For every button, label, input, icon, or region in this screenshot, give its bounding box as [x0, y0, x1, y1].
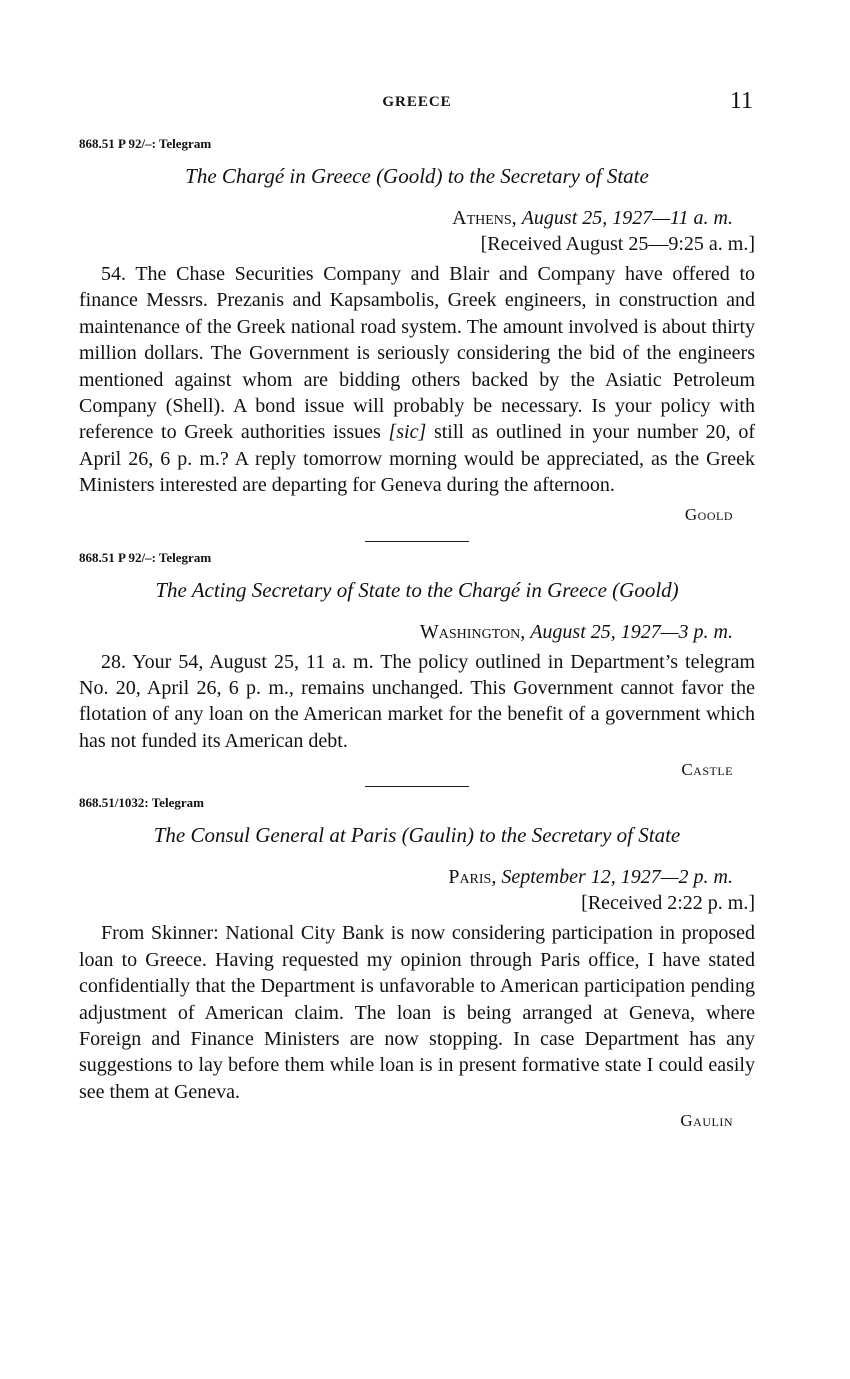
running-title: GREECE — [382, 94, 452, 110]
dateline — [79, 619, 755, 645]
signature: Gaulin — [680, 1111, 733, 1131]
dateline — [79, 205, 755, 231]
document-title: The Chargé in Greece (Goold) to the Secretary of State — [185, 164, 649, 188]
document-page — [79, 88, 755, 1131]
received-note: [Received August 25—9:25 a. m.] — [480, 233, 755, 255]
document-title: The Consul General at Paris (Gaulin) to the Secretary of State — [153, 823, 681, 848]
sic-note: [sic] — [388, 421, 427, 444]
telegram-body — [79, 261, 755, 499]
dateline-place: Athens, — [452, 207, 517, 229]
signature: Castle — [681, 760, 733, 780]
file-reference: 868.51 P 92/–: Telegram — [79, 136, 212, 151]
signature: Goold — [684, 504, 733, 524]
dateline-date: August 25, 1927—11 a. m. — [521, 207, 733, 229]
dateline — [79, 864, 755, 890]
section-divider — [365, 541, 469, 542]
dateline-place: Washington, — [419, 620, 526, 643]
document-title: The Acting Secretary of State to the Chargé in Greece (Goold) — [155, 577, 679, 602]
running-header — [79, 88, 755, 118]
body-text: still as outlined in your number 20, of April 26, 6 p. m.? A reply tomorrow morning would be appreciated, as the Greek Ministers interested are departing for Geneva during the afternoon. — [79, 421, 756, 497]
received-note: [Received 2:22 p. m.] — [581, 892, 755, 915]
telegram-body: 28. Your 54, August 25, 11 a. m. The policy outlined in Department’s telegram No. 20, April 26, 6 p. m., remains unchanged. This Government cannot favor the flotation of any loan on the American market for the benefit of a government which has not funded its American debt. — [79, 650, 755, 752]
dateline-place: Paris, — [448, 866, 497, 889]
section-divider — [365, 786, 469, 787]
file-reference: 868.51 P 92/–: Telegram — [79, 549, 212, 565]
page-number: 11 — [729, 88, 753, 114]
telegram-body: From Skinner: National City Bank is now considering participation in proposed loan to Greece. Having requested my opinion through Paris office, I have stated confidentially that the Department is unfavorable to American participation pending adjustment of American claim. The loan is being arranged at Geneva, where Foreign and Finance Ministers are now stopping. In case Department has any suggestions to lay before them while loan is in present formative state I could easily see them at Geneva. — [79, 922, 755, 1103]
dateline-date: August 25, 1927—3 p. m. — [530, 620, 733, 643]
dateline-date: September 12, 1927—2 p. m. — [501, 866, 733, 889]
file-reference: 868.51/1032: Telegram — [79, 795, 204, 811]
body-text: 54. The Chase Securities Company and Blair and Company have offered to finance Messrs. Prezanis and Kapsambolis, Greek engineers, in construction and maintenance of the Greek national road system. The amount involved is about thirty million dollars. The Government is seriously considering the bid of the engineers mentioned against whom are bidding others backed by the Asiatic Petroleum Company (Shell). A bond issue will probably be necessary. Is your policy with reference to Greek authorities issues — [79, 263, 755, 444]
